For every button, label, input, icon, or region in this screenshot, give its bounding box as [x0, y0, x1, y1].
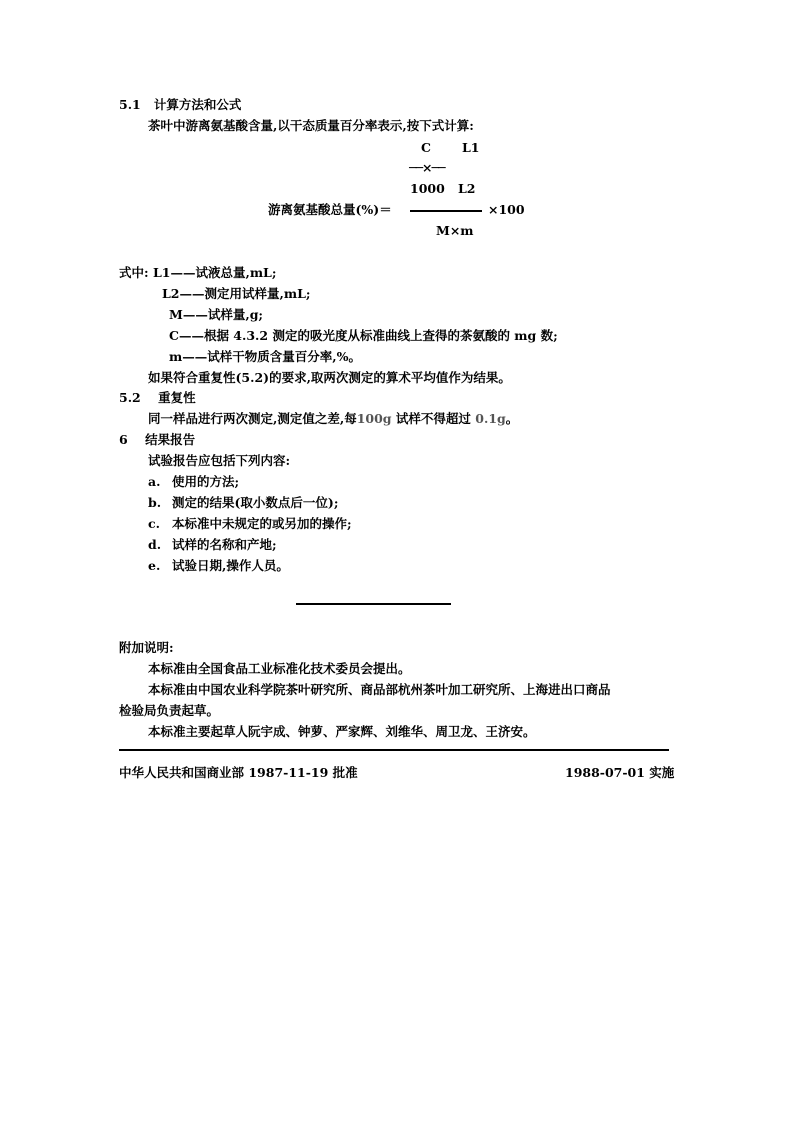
- where-item-c: C——根据 4.3.2 测定的吸光度从标准曲线上查得的茶氨酸的 mg 数;: [169, 328, 558, 343]
- appendix-line-2b: 检验局负责起草。: [119, 703, 220, 718]
- list-item: [148, 516, 352, 532]
- amount-0-1g: 0.1g: [475, 411, 506, 426]
- report-intro: 试验报告应包括下列内容:: [148, 453, 291, 468]
- formula-c: C: [421, 140, 431, 155]
- approval-text: 中华人民共和国商业部 1987-11-19 批准: [119, 765, 358, 780]
- list-text: 测定的结果(取小数点后一位);: [172, 495, 339, 510]
- effective-text: 1988-07-01 实施: [565, 765, 675, 780]
- list-letter: d.: [148, 537, 162, 552]
- section-number: 5.1: [119, 97, 141, 112]
- repeatability-mid: 试样不得超过: [395, 411, 471, 426]
- where-item-m-lower: m——试样干物质含量百分率,%。: [169, 349, 361, 364]
- formula-main-fraction-bar: [410, 210, 482, 212]
- list-item: [148, 474, 239, 490]
- section-number: 6: [119, 432, 128, 447]
- section-number: 5.2: [119, 390, 141, 405]
- appendix-line-2a: 本标准由中国农业科学院茶叶研究所、商品部杭州茶叶加工研究所、上海进出口商品: [148, 682, 611, 697]
- list-text: 使用的方法;: [172, 474, 240, 489]
- section-title: 结果报告: [145, 432, 196, 447]
- where-item-l2: L2——测定用试样量,mL;: [162, 286, 311, 301]
- where-item-text: L1——试液总量,mL;: [152, 265, 277, 280]
- list-letter: c.: [148, 516, 160, 531]
- appendix-line-3: 本标准主要起草人阮宇成、钟萝、严家辉、刘维华、周卫龙、王济安。: [148, 724, 536, 739]
- list-item: [148, 558, 289, 574]
- formula-times-100: ×100: [488, 202, 525, 217]
- amount-100g: 100g: [356, 411, 392, 426]
- where-item-m-upper: M——试样量,g;: [169, 307, 264, 322]
- section-5-1-heading: [119, 97, 241, 113]
- appendix-title: 附加说明:: [119, 640, 174, 655]
- formula-inner-fraction-bar: ──×──: [409, 160, 445, 175]
- footer-rule: [119, 749, 669, 751]
- repeatability-text: [148, 411, 518, 427]
- conclusion: 如果符合重复性(5.2)的要求,取两次测定的算术平均值作为结果。: [148, 370, 511, 385]
- formula-l1: L1: [462, 140, 480, 155]
- section-title: 计算方法和公式: [153, 97, 242, 112]
- list-item: [148, 495, 338, 511]
- section-title: 重复性: [158, 390, 196, 405]
- formula-denominator: M×m: [436, 223, 474, 238]
- list-text: 本标准中未规定的或另加的操作;: [172, 516, 352, 531]
- end-rule: [296, 603, 451, 605]
- repeatability-end: 。: [505, 411, 519, 426]
- formula-1000: 1000: [410, 181, 445, 196]
- formula-intro: 茶叶中游离氨基酸含量,以干态质量百分率表示,按下式计算:: [148, 118, 474, 133]
- list-text: 试样的名称和产地;: [172, 537, 277, 552]
- list-item: [148, 537, 277, 553]
- where-item-l1: [119, 265, 276, 281]
- repeatability-pre: 同一样品进行两次测定,测定值之差,每: [148, 411, 357, 426]
- list-letter: b.: [148, 495, 162, 510]
- section-5-2-heading: [119, 390, 196, 406]
- appendix-line-1: 本标准由全国食品工业标准化技术委员会提出。: [148, 661, 411, 676]
- formula-lhs: 游离氨基酸总量(%)＝: [268, 202, 392, 217]
- section-6-heading: [119, 432, 195, 448]
- list-letter: a.: [148, 474, 161, 489]
- list-letter: e.: [148, 558, 161, 573]
- where-lead: 式中:: [119, 265, 149, 280]
- list-text: 试验日期,操作人员。: [172, 558, 289, 573]
- formula-l2: L2: [458, 181, 476, 196]
